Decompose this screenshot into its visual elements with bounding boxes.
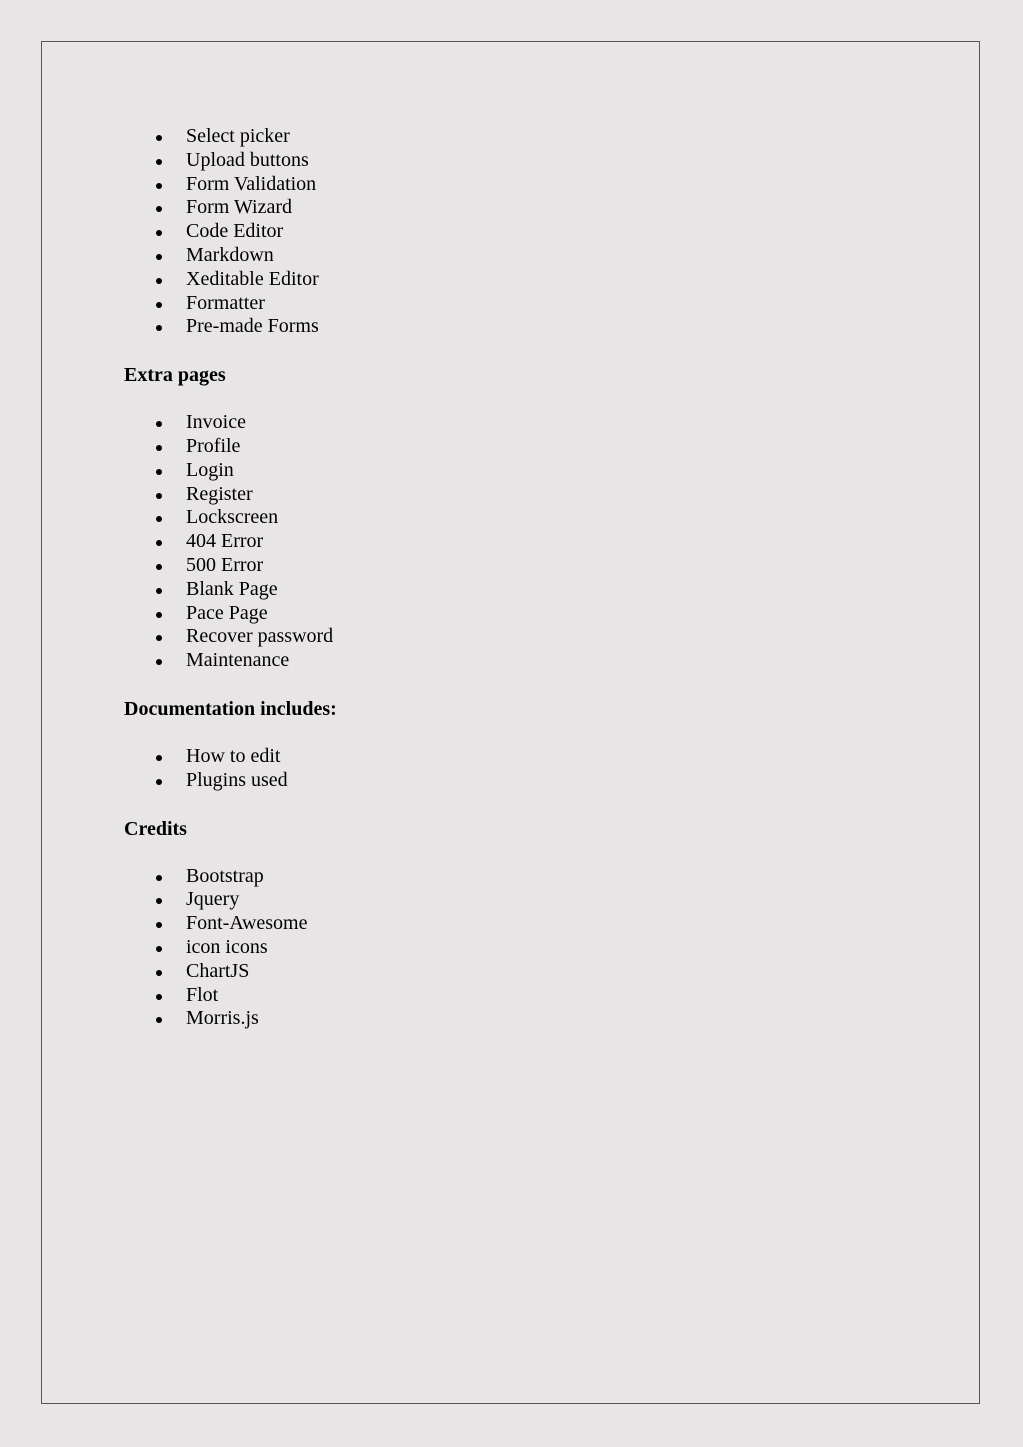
- credits-heading: Credits: [124, 817, 187, 840]
- list-item: 404 Error: [124, 530, 924, 554]
- document-content: [124, 125, 924, 1031]
- list-item: Pre-made Forms: [124, 315, 924, 339]
- list-item: Jquery: [124, 888, 924, 912]
- list-item: 500 Error: [124, 554, 924, 578]
- documentation-list: [124, 745, 924, 793]
- list-item: Flot: [124, 984, 924, 1008]
- list-item: Lockscreen: [124, 506, 924, 530]
- list-item: Xeditable Editor: [124, 268, 924, 292]
- list-item: Recover password: [124, 625, 924, 649]
- list-item: Font-Awesome: [124, 912, 924, 936]
- list-item: Select picker: [124, 125, 924, 149]
- list-item: How to edit: [124, 745, 924, 769]
- forms-feature-list: [124, 125, 924, 339]
- list-item: Bootstrap: [124, 865, 924, 889]
- list-item: Profile: [124, 435, 924, 459]
- document-page: [41, 41, 980, 1404]
- list-item: Plugins used: [124, 769, 924, 793]
- list-item: Register: [124, 483, 924, 507]
- list-item: Blank Page: [124, 578, 924, 602]
- credits-list: [124, 865, 924, 1032]
- list-item: Form Validation: [124, 173, 924, 197]
- list-item: ChartJS: [124, 960, 924, 984]
- list-item: Maintenance: [124, 649, 924, 673]
- list-item: Morris.js: [124, 1007, 924, 1031]
- list-item: Form Wizard: [124, 196, 924, 220]
- list-item: Pace Page: [124, 602, 924, 626]
- list-item: Markdown: [124, 244, 924, 268]
- extra-pages-heading: Extra pages: [124, 364, 226, 387]
- extra-pages-list: [124, 411, 924, 673]
- list-item: Formatter: [124, 292, 924, 316]
- list-item: Code Editor: [124, 220, 924, 244]
- list-item: Login: [124, 459, 924, 483]
- list-item: icon icons: [124, 936, 924, 960]
- list-item: Invoice: [124, 411, 924, 435]
- documentation-heading: Documentation includes:: [124, 697, 337, 720]
- list-item: Upload buttons: [124, 149, 924, 173]
